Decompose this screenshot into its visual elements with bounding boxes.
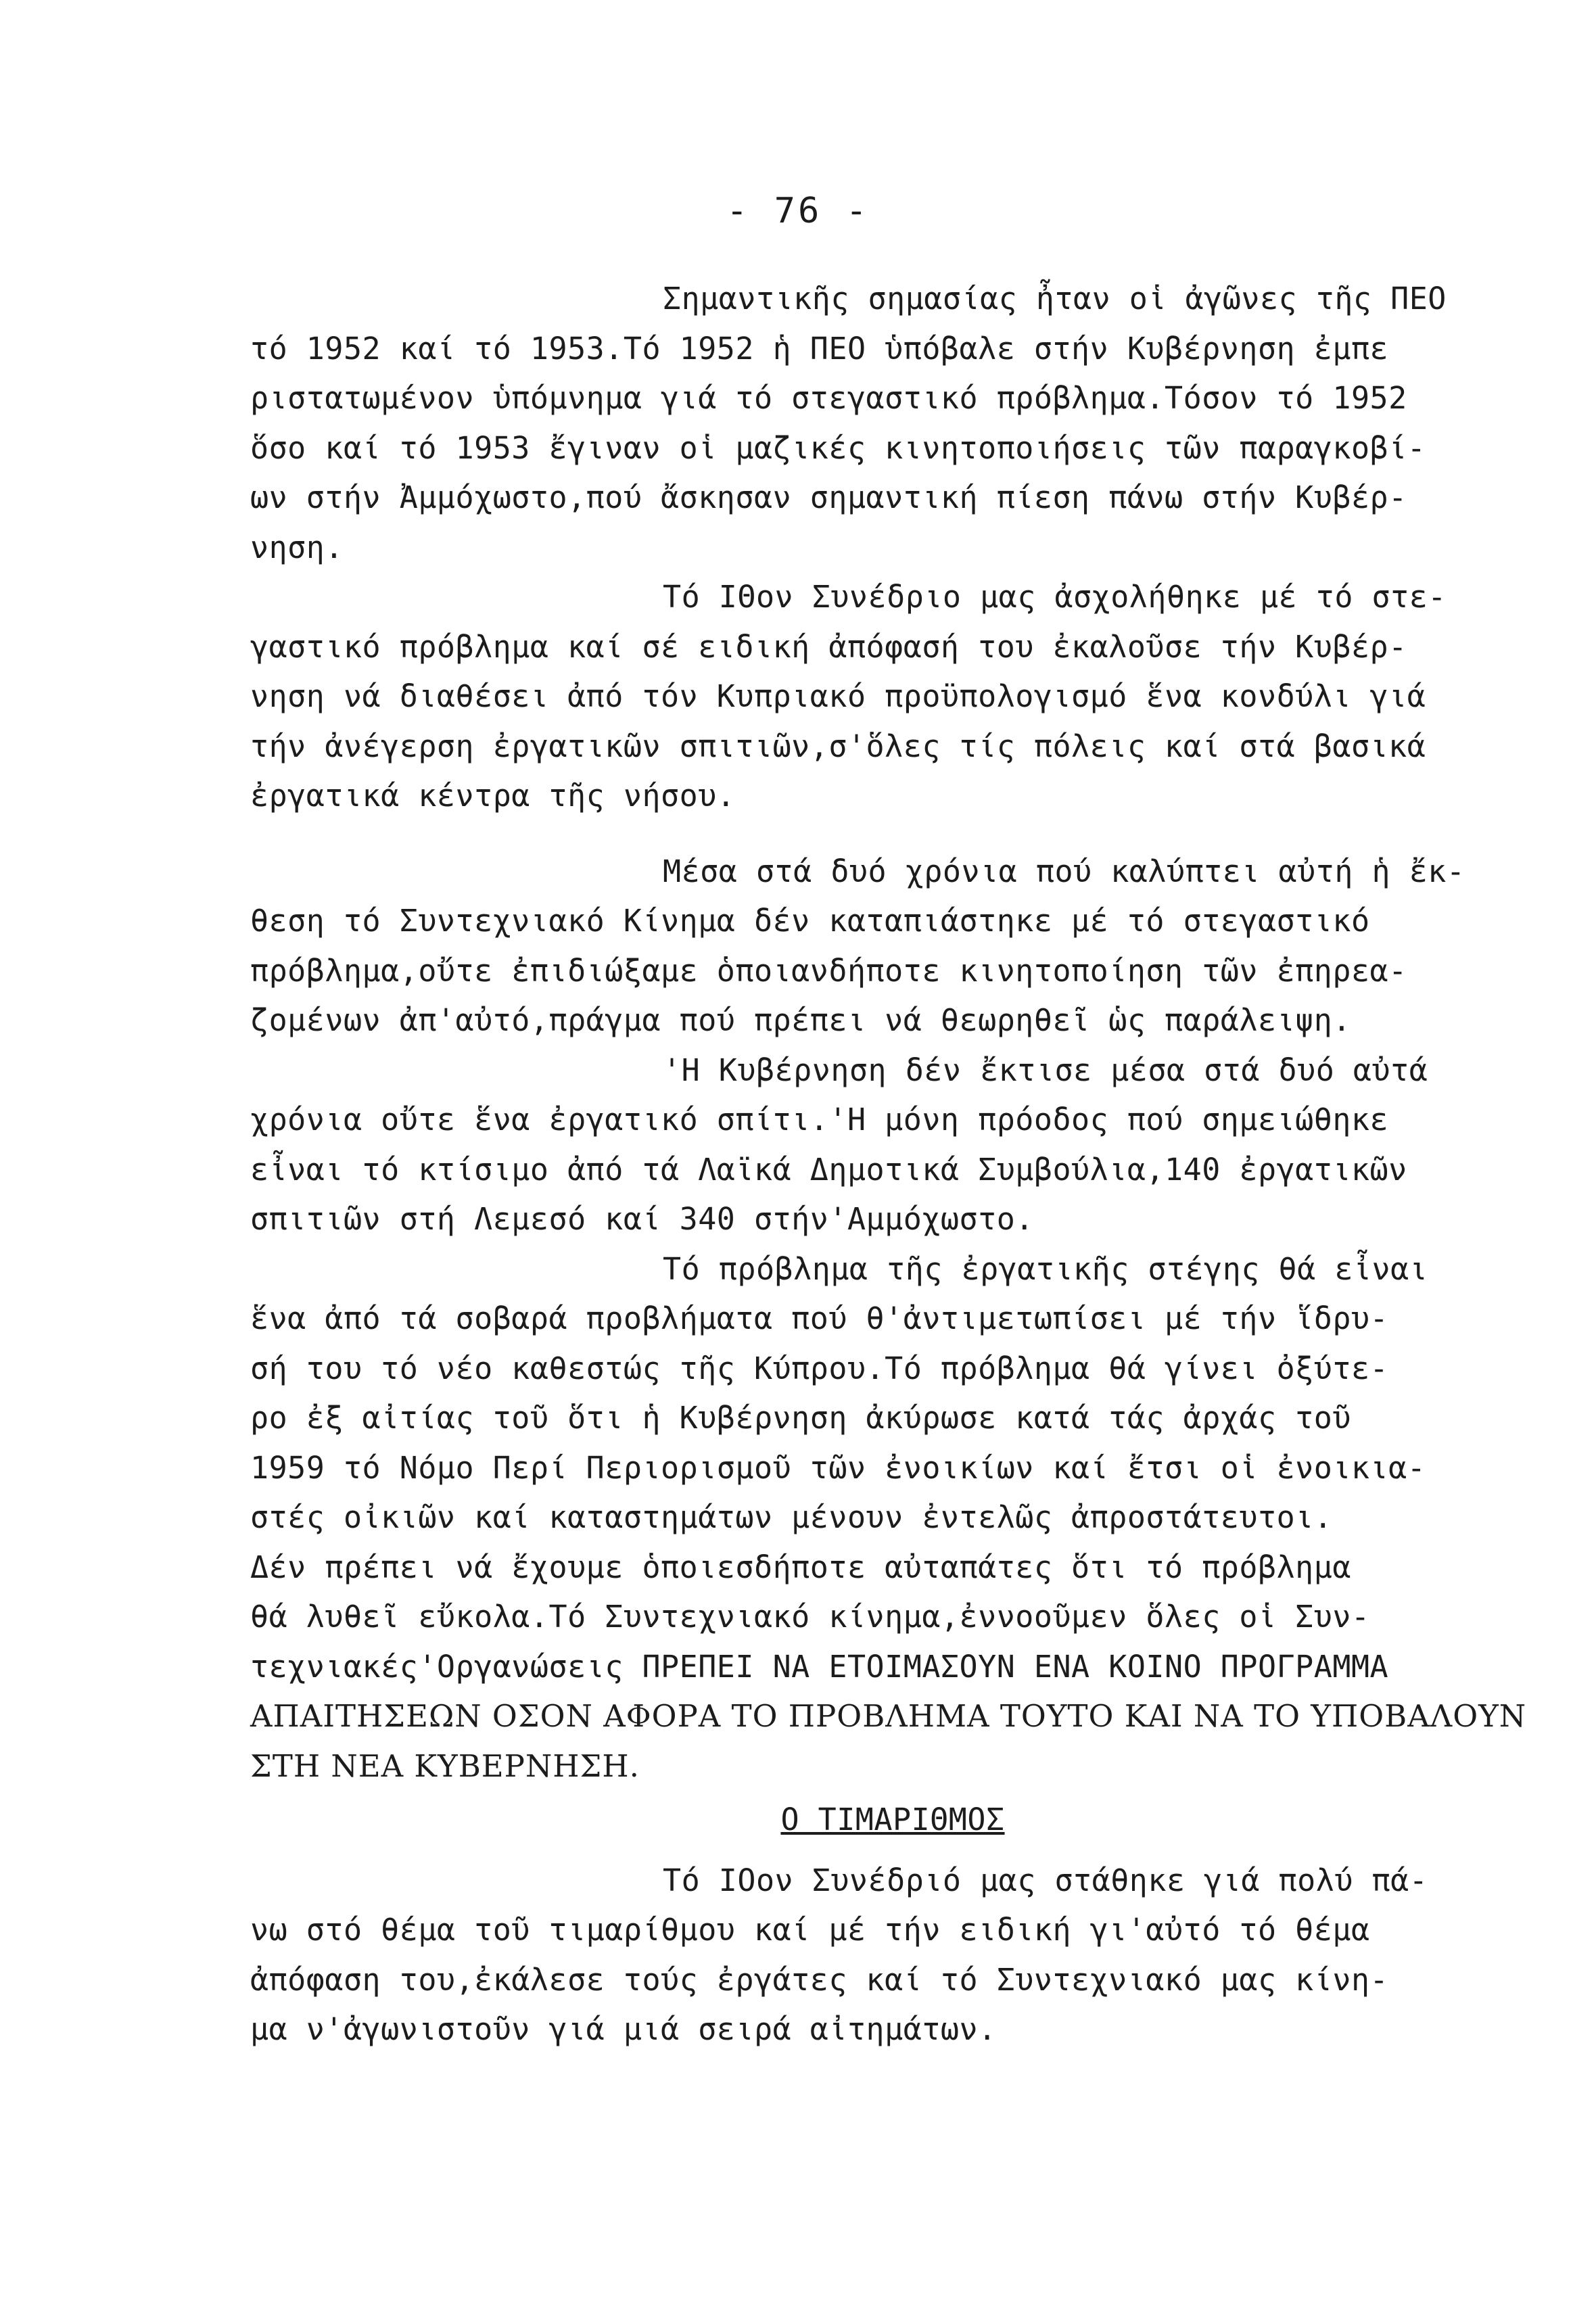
- text-line: ἕνα ἀπό τά σοβαρά προβλήματα πού θ'ἀντιμετωπίσει μέ τήν ἵδρυ-: [250, 1300, 1389, 1336]
- text-line: ζομένων ἀπ'αὐτό,πράγμα πού πρέπει νά θεωρηθεῖ ὡς παράλειψη.: [250, 1002, 1351, 1038]
- text-line: γαστικό πρόβλημα καί σέ ειδική ἀπόφασή του ἐκαλοῦσε τήν Κυβέρ-: [250, 628, 1407, 665]
- paragraph-6: [250, 1856, 1535, 2055]
- page-number: - 76 -: [726, 191, 870, 231]
- text-line: ΑΠΑΙΤΗΣΕΩΝ ΟΣΟΝ ΑΦΟΡΑ ΤΟ ΠΡΟΒΛΗΜΑ ΤΟΥΤΟ ΚΑΙ ΝΑ ΤΟ ΥΠΟΒΑΛΟΥΝ: [250, 1698, 1527, 1734]
- text-line: μα ν'ἀγωνιστοῦν γιά μιά σειρά αἰτημάτων.: [250, 2011, 997, 2047]
- text-line: πρόβλημα,οὔτε ἐπιδιώξαμε ὁποιανδήποτε κινητοποίηση τῶν ἐπηρεα-: [250, 952, 1407, 989]
- text-line: ριστατωμένον ὑπόμνημα γιά τό στεγαστικό πρόβλημα.Τόσον τό 1952: [250, 380, 1407, 416]
- text-line: Μέσα στά δυό χρόνια πού καλύπτει αὐτή ἡ ἔκ-: [663, 853, 1465, 889]
- paragraph-gap: [250, 821, 1535, 847]
- paragraph-5: [250, 1244, 1535, 1791]
- paragraph-2: [250, 572, 1535, 821]
- text-line: Δέν πρέπει νά ἔχουμε ὁποιεσδήποτε αὐταπάτες ὅτι τό πρόβλημα: [250, 1549, 1351, 1585]
- paragraph-1: [250, 274, 1535, 572]
- text-line: ἐργατικά κέντρα τῆς νήσου.: [250, 778, 736, 814]
- text-line: 1959 τό Νόμο Περί Περιορισμοῦ τῶν ἐνοικίων καί ἔτσι οἱ ἐνοικια-: [250, 1449, 1426, 1486]
- text-line: ἀπόφαση του,ἐκάλεσε τούς ἐργάτες καί τό Συντεχνιακό μας κίνη-: [250, 1961, 1389, 1998]
- text-line: ων στήν Ἀμμόχωστο,πού ἄσκησαν σημαντική πίεση πάνω στήν Κυβέρ-: [250, 479, 1407, 515]
- text-line: στές οἰκιῶν καί καταστημάτων μένουν ἐντελῶς ἀπροστάτευτοι.: [250, 1499, 1333, 1535]
- text-line: Τό πρόβλημα τῆς ἐργατικῆς στέγης θά εἶναι: [663, 1250, 1428, 1287]
- text-line: 'Η Κυβέρνηση δέν ἔκτισε μέσα στά δυό αὐτά: [663, 1052, 1428, 1088]
- text-line: Σημαντικῆς σημασίας ἦταν οἱ ἀγῶνες τῆς ΠΕΟ: [663, 281, 1447, 316]
- text-line: σή του τό νέο καθεστώς τῆς Κύπρου.Τό πρόβλημα θά γίνει ὀξύτε-: [250, 1350, 1389, 1386]
- text-line: ὅσο καί τό 1953 ἔγιναν οἱ μαζικές κινητοποιήσεις τῶν παραγκοβί-: [250, 429, 1426, 466]
- paragraph-4: [250, 1046, 1535, 1244]
- text-line: θεση τό Συντεχνιακό Κίνημα δέν καταπιάστηκε μέ τό στεγαστικό: [250, 903, 1370, 939]
- text-line: νω στό θέμα τοῦ τιμαρίθμου καί μέ τήν ειδική γι'αὐτό τό θέμα: [250, 1912, 1370, 1948]
- text-line: Τό ΙΘον Συνέδριο μας ἀσχολήθηκε μέ τό στε-: [663, 579, 1447, 615]
- text-line: τήν ἀνέγερση ἐργατικῶν σπιτιῶν,σ'ὅλες τίς πόλεις καί στά βασικά: [250, 728, 1426, 764]
- text-line: τεχνιακές'Οργανώσεις ΠΡΕΠΕΙ ΝΑ ΕΤΟΙΜΑΣΟΥΝ ΕΝΑ ΚΟΙΝΟ ΠΡΟΓΡΑΜΜΑ: [250, 1648, 1389, 1685]
- text-line: ρο ἐξ αἰτίας τοῦ ὅτι ἡ Κυβέρνηση ἀκύρωσε κατά τάς ἀρχάς τοῦ: [250, 1400, 1351, 1436]
- text-line: χρόνια οὔτε ἕνα ἐργατικό σπίτι.'Η μόνη πρόοδος πού σημειώθηκε: [250, 1102, 1389, 1137]
- text-line: ΣΤΗ ΝΕΑ ΚΥΒΕΡΝΗΣΗ.: [250, 1747, 640, 1784]
- text-line: τό 1952 καί τό 1953.Τό 1952 ἡ ΠΕΟ ὑπόβαλε στήν Κυβέρνηση ἐμπε: [250, 330, 1389, 367]
- text-line: θά λυθεῖ εὔκολα.Τό Συντεχνιακό κίνημα,ἐννοοῦμεν ὅλες οἱ Συν-: [250, 1599, 1370, 1635]
- text-line: σπιτιῶν στή Λεμεσό καί 340 στήν'Αμμόχωστο.: [250, 1201, 1034, 1237]
- body-text: [250, 274, 1535, 2055]
- text-line: νηση.: [250, 529, 344, 565]
- text-line: Τό ΙΟον Συνέδριό μας στάθηκε γιά πολύ πά-: [663, 1862, 1428, 1898]
- section-heading: Ο ΤΙΜΑΡΙΘΜΟΣ: [780, 1802, 1005, 1837]
- paragraph-3: [250, 847, 1535, 1046]
- text-line: εἶναι τό κτίσιμο ἀπό τά Λαϊκά Δημοτικά Συμβούλια,140 ἐργατικῶν: [250, 1151, 1407, 1188]
- text-line: νηση νά διαθέσει ἀπό τόν Κυπριακό προϋπολογισμό ἕνα κονδύλι γιά: [250, 678, 1426, 714]
